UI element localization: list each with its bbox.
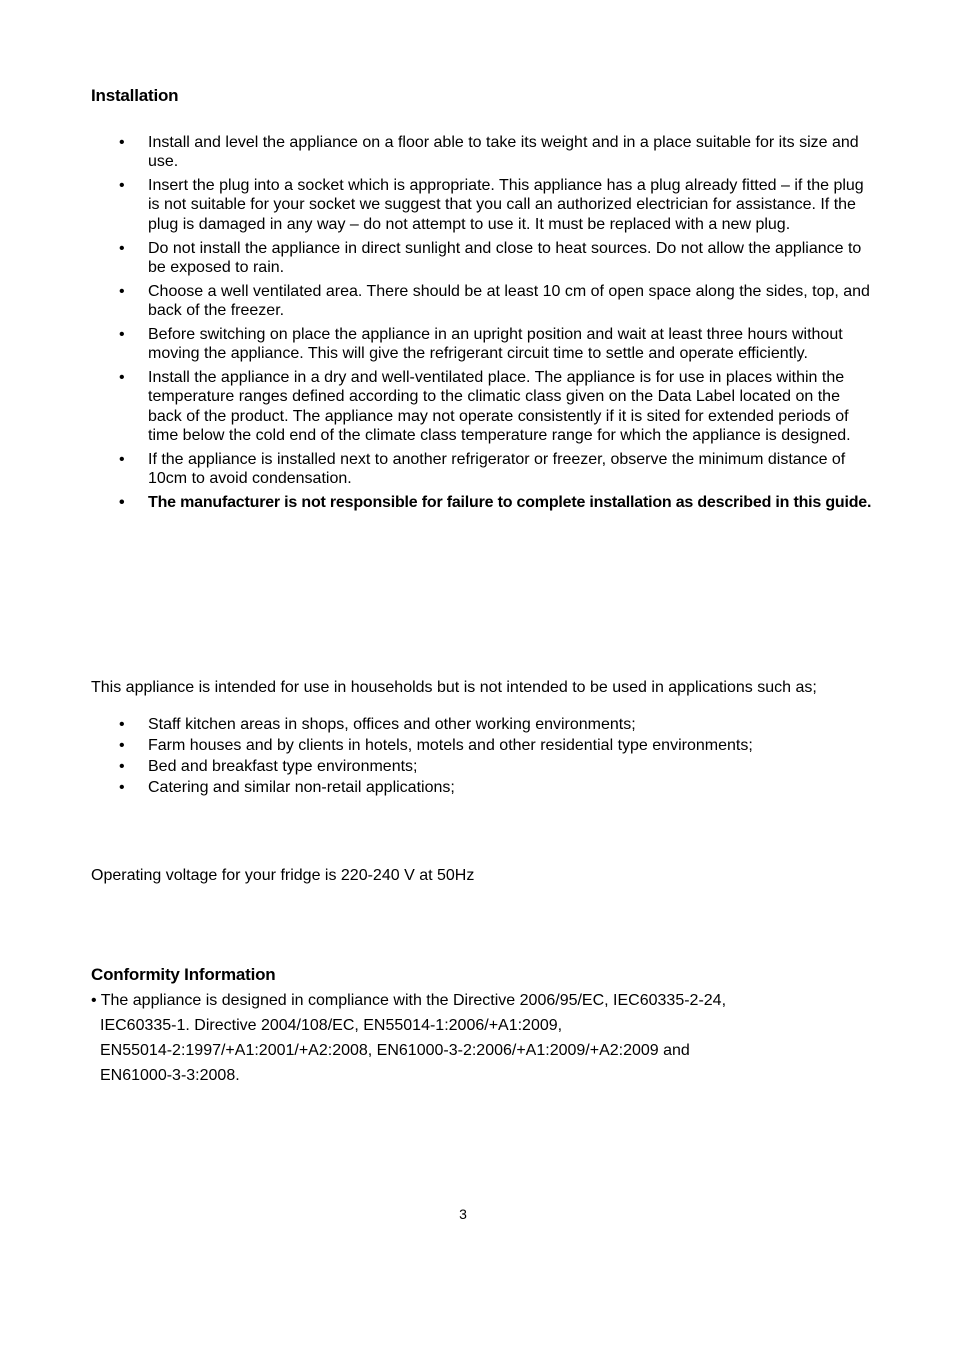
list-item	[91, 176, 876, 234]
bullet-icon: •	[119, 282, 125, 300]
list-item-text: Do not install the appliance in direct sunlight and close to heat sources. Do not allow the appliance to be exposed to rain.	[148, 239, 862, 276]
bullet-icon: •	[119, 239, 125, 257]
list-item-disclaimer	[91, 493, 876, 512]
list-item	[91, 133, 876, 171]
list-item-text: If the appliance is installed next to another refrigerator or freezer, observe the minimum distance of 10cm to avoid condensation.	[148, 450, 846, 488]
bullet-icon: •	[119, 134, 125, 151]
bullet-icon: •	[119, 494, 125, 512]
list-item-text: Choose a well ventilated area. There should be at least 10 cm of open space along the sides, top, and back of the freezer.	[148, 282, 870, 320]
list-item-text: Farm houses and by clients in hotels, motels and other residential type environments;	[148, 737, 753, 754]
conformity-heading: Conformity Information	[91, 965, 276, 984]
list-item-text: Install and level the appliance on a floor able to take its weight and in a place suitable for its size and use.	[148, 134, 859, 171]
list-item	[91, 778, 876, 797]
conformity-text	[91, 988, 891, 1088]
list-item	[91, 736, 876, 755]
list-item-text: Bed and breakfast type environments;	[148, 758, 418, 775]
list-item	[91, 282, 876, 320]
bullet-icon: •	[119, 326, 125, 344]
list-item	[91, 368, 876, 445]
list-item-text: Insert the plug into a socket which is appropriate. This appliance has a plug already fitted – if the plug is not suitable for your socket we suggest that you call an authorized electrician for assistance. If the plug is damaged in any way – do not attempt to use it. It must be replaced with a new plug.	[148, 177, 864, 233]
list-item	[91, 325, 876, 363]
list-item	[91, 239, 876, 277]
bullet-icon: •	[119, 758, 125, 775]
list-item-text: Install the appliance in a dry and well-ventilated place. The appliance is for use in places within the temperature ranges defined according to the climatic class given on the Data Label located on the back of the product. The appliance may not operate consistently if it is sited for extended periods of time below the cold end of the climate class temperature range for which the appliance is designed.	[148, 369, 851, 444]
list-item-text: Staff kitchen areas in shops, offices and other working environments;	[148, 716, 636, 733]
bullet-icon: •	[119, 369, 125, 387]
list-item-text: Catering and similar non-retail applications;	[148, 779, 455, 796]
conformity-line: EN61000-3-3:2008.	[100, 1067, 240, 1084]
list-item	[91, 715, 876, 734]
usage-intro: This appliance is intended for use in households but is not intended to be used in applications such as;	[91, 679, 817, 696]
list-item-text: The manufacturer is not responsible for failure to complete installation as described in this guide.	[148, 494, 872, 512]
installation-list	[91, 133, 876, 517]
page-number: 3	[459, 1206, 467, 1222]
list-item	[91, 757, 876, 776]
list-item-text: Before switching on place the appliance in an upright position and wait at least three hours without moving the appliance. This will give the refrigerant circuit time to settle and operate efficiently.	[148, 326, 843, 363]
conformity-line: IEC60335-1. Directive 2004/108/EC, EN55014-1:2006/+A1:2009,	[100, 1017, 563, 1034]
list-item	[91, 450, 876, 488]
voltage-text: Operating voltage for your fridge is 220-240 V at 50Hz	[91, 867, 475, 884]
installation-heading: Installation	[91, 86, 179, 105]
bullet-icon: •	[119, 716, 125, 733]
conformity-line: EN55014-2:1997/+A1:2001/+A2:2008, EN61000-3-2:2006/+A1:2009/+A2:2009 and	[100, 1042, 690, 1059]
bullet-icon: •	[119, 779, 125, 796]
bullet-icon: •	[119, 450, 125, 468]
bullet-icon: •	[119, 737, 125, 754]
usage-list	[91, 715, 876, 799]
bullet-icon: •	[119, 177, 125, 195]
conformity-line: • The appliance is designed in compliance with the Directive 2006/95/EC, IEC60335-2-24,	[91, 992, 727, 1009]
